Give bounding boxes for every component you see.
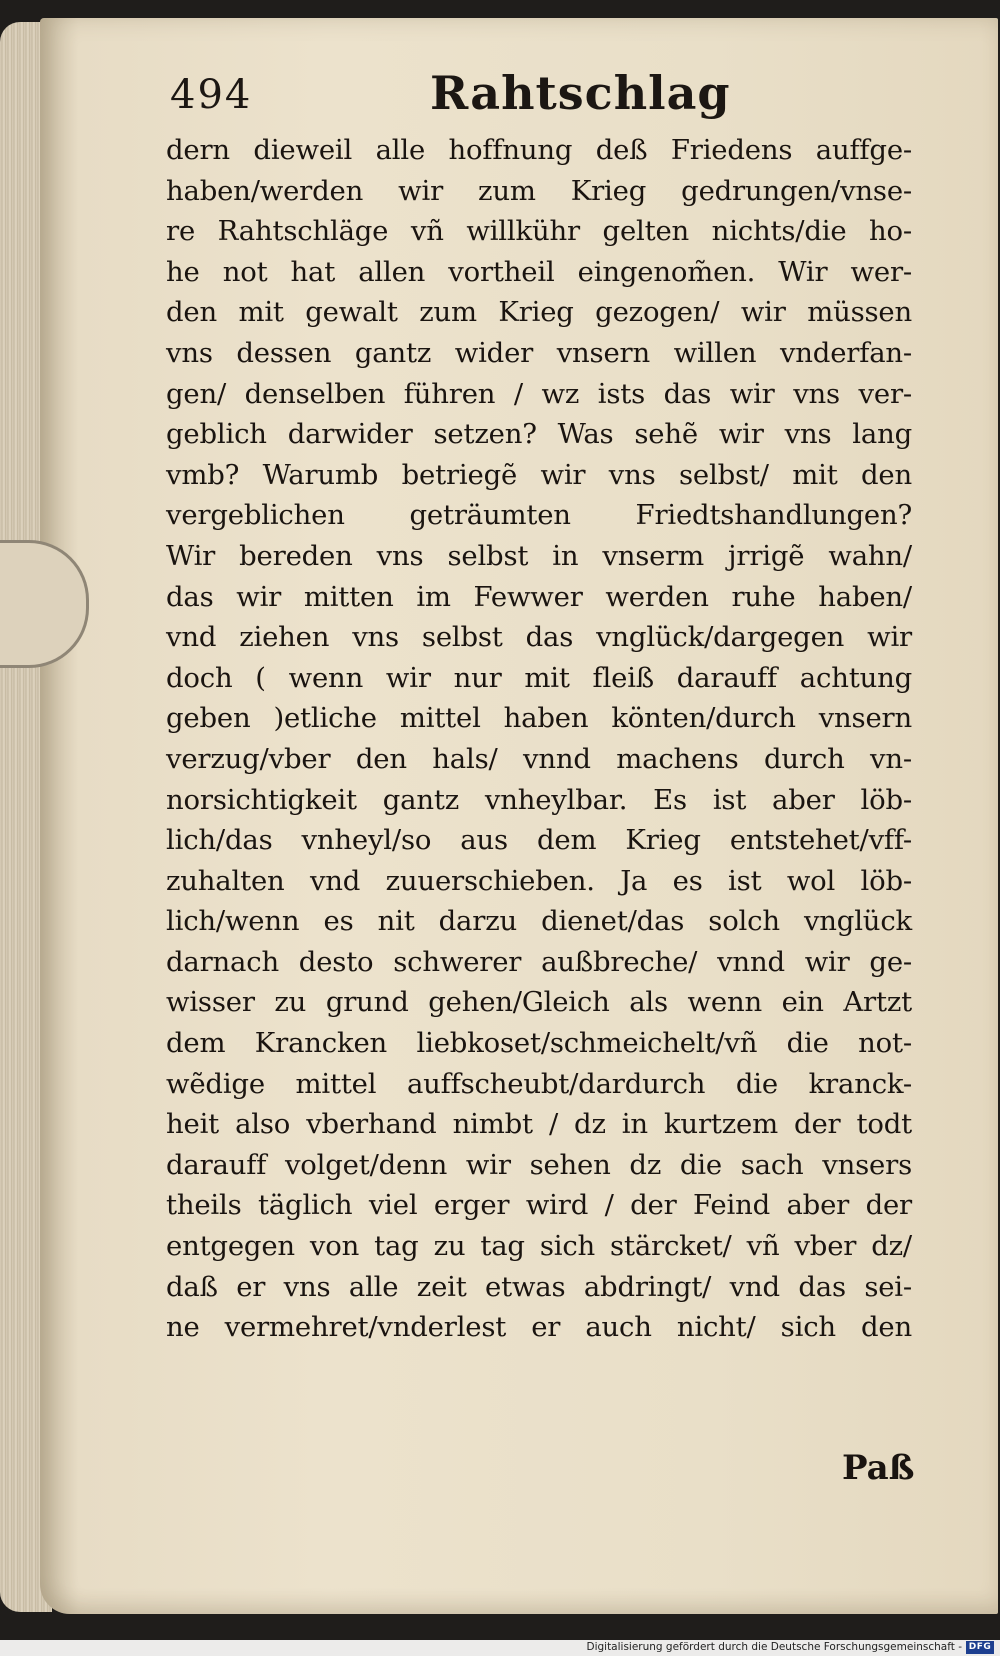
text-line: daß er vns alle zeit etwas abdringt/ vnd das sei- — [166, 1270, 912, 1303]
text-line: heit also vberhand nimbt / dz in kurtzem der todt — [166, 1108, 912, 1141]
text-line: vmb? Warumb betriegẽ wir vns selbst/ mit den — [166, 458, 912, 491]
text-line: dern dieweil alle hoffnung deß Friedens auffge- — [166, 134, 912, 166]
catchword: Paß — [842, 1448, 915, 1488]
text-line: vnd ziehen vns selbst das vnglück/dargegen wir — [166, 621, 912, 654]
text-line: geblich darwider setzen? Was sehẽ wir vns lang — [166, 418, 912, 451]
running-title: Rahtschlag — [430, 66, 731, 120]
text-line: zuhalten vnd zuuerschieben. Ja es ist wol löb- — [166, 864, 912, 897]
text-line: das wir mitten im Fewwer werden ruhe haben/ — [166, 580, 912, 613]
dfg-logo: DFG — [966, 1641, 994, 1654]
text-line: gen/ denselben führen / wz ists das wir vns ver- — [166, 377, 912, 410]
funding-credit: Digitalisierung gefördert durch die Deutsche Forschungsgemeinschaft - — [586, 1641, 962, 1653]
text-line: vergeblichen geträumten Friedtshandlungen? — [166, 499, 912, 532]
text-line: lich/wenn es nit darzu dienet/das solch vnglück — [166, 905, 912, 938]
text-line: doch ( wenn wir nur mit fleiß darauff achtung — [166, 661, 912, 694]
text-line: norsichtigkeit gantz vnheylbar. Es ist aber löb- — [166, 783, 912, 816]
text-line: ne vermehret/vnderlest er auch nicht/ sich den — [166, 1311, 912, 1344]
body-text — [166, 130, 912, 1348]
text-line: wisser zu grund gehen/Gleich als wenn ein Artzt — [166, 986, 912, 1019]
running-head — [170, 66, 870, 128]
text-line: wẽdige mittel auffscheubt/dardurch die kranck- — [166, 1067, 912, 1100]
text-line: vns dessen gantz wider vnsern willen vnderfan- — [166, 336, 912, 369]
text-line: entgegen von tag zu tag sich stärcket/ vñ vber dz/ — [166, 1230, 912, 1263]
text-line: den mit gewalt zum Krieg gezogen/ wir müssen — [166, 296, 912, 329]
text-line: Wir bereden vns selbst in vnserm jrrigẽ wahn/ — [166, 539, 912, 572]
text-line: lich/das vnheyl/so aus dem Krieg entstehet/vff- — [166, 824, 912, 857]
page-number: 494 — [170, 72, 253, 118]
text-line: darnach desto schwerer außbreche/ vnnd wir ge- — [166, 945, 912, 978]
text-line: haben/werden wir zum Krieg gedrungen/vnse- — [166, 174, 912, 207]
text-line: theils täglich viel erger wird / der Feind aber der — [166, 1189, 912, 1222]
text-line: darauff volget/denn wir sehen dz die sach vnsers — [166, 1148, 912, 1181]
footer-bar — [0, 1640, 1000, 1656]
text-line: he not hat allen vortheil eingenom̃en. Wir wer- — [166, 255, 912, 288]
text-line: re Rahtschläge vñ willkühr gelten nichts/die ho- — [166, 215, 912, 248]
text-line: geben )etliche mittel haben könten/durch vnsern — [166, 702, 912, 735]
text-line: verzug/vber den hals/ vnnd machens durch vn- — [166, 742, 912, 775]
text-line: dem Krancken liebkoset/schmeichelt/vñ die not- — [166, 1027, 912, 1060]
